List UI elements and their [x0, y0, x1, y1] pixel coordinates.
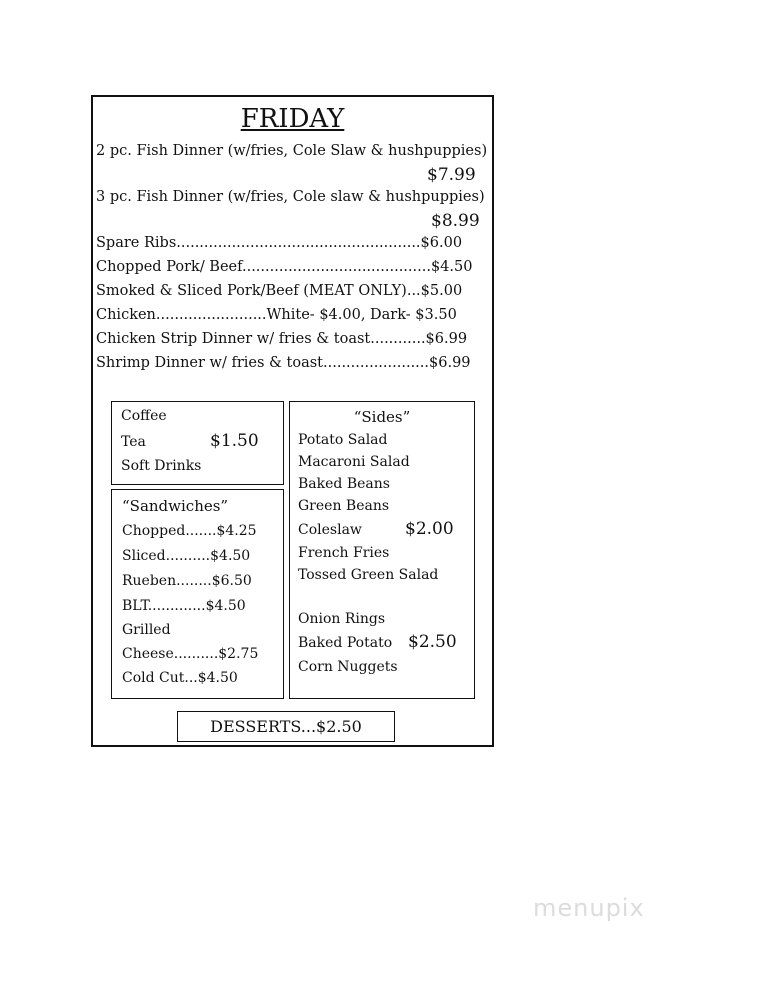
side-coleslaw: Coleslaw	[298, 522, 362, 538]
drink-tea: Tea	[121, 434, 146, 450]
side-macaroni-salad: Macaroni Salad	[298, 454, 410, 470]
menu-item-2pc-fish: 2 pc. Fish Dinner (w/fries, Cole Slaw & hushpuppies)	[96, 143, 488, 159]
side-baked-beans: Baked Beans	[298, 476, 390, 492]
side-onion-rings: Onion Rings	[298, 611, 386, 627]
sides-heading: “Sides”	[353, 408, 411, 426]
desserts-box: DESSERTS...$2.50	[177, 711, 395, 742]
side-tossed-green-salad: Tossed Green Salad	[298, 567, 439, 583]
drink-soft-drinks: Soft Drinks	[121, 458, 202, 474]
menu-item-chopped-pork: Chopped Pork/ Beef.........................................$4.50	[96, 259, 473, 275]
menu-item-2pc-fish-price: $7.99	[427, 165, 476, 185]
side-french-fries: French Fries	[298, 545, 390, 561]
sandwiches-heading: “Sandwiches”	[122, 497, 229, 515]
side-corn-nuggets: Corn Nuggets	[298, 659, 398, 675]
menu-item-smoked-pork: Smoked & Sliced Pork/Beef (MEAT ONLY)...$5.00	[96, 283, 463, 299]
menu-item-3pc-fish-price: $8.99	[431, 211, 480, 231]
menu-item-chicken-strip: Chicken Strip Dinner w/ fries & toast............$6.99	[96, 331, 468, 347]
drink-coffee: Coffee	[121, 408, 167, 424]
drinks-price: $1.50	[210, 431, 259, 451]
menu-item-chicken: Chicken........................White- $4.00, Dark- $3.50	[96, 307, 457, 323]
side-potato-salad: Potato Salad	[298, 432, 388, 448]
sandwich-cold-cut: Cold Cut...$4.50	[122, 670, 238, 686]
menu-item-shrimp: Shrimp Dinner w/ fries & toast.......................$6.99	[96, 355, 471, 371]
sandwich-chopped: Chopped.......$4.25	[122, 523, 257, 539]
sandwich-grilled: Grilled	[122, 622, 171, 638]
sides-price-2: $2.50	[408, 632, 457, 652]
sandwich-cheese: Cheese..........$2.75	[122, 646, 259, 662]
watermark-logo: menupix	[533, 894, 645, 922]
sandwich-rueben: Rueben........$6.50	[122, 573, 252, 589]
sandwich-sliced: Sliced..........$4.50	[122, 548, 251, 564]
sandwich-blt: BLT.............$4.50	[122, 598, 246, 614]
menu-item-3pc-fish: 3 pc. Fish Dinner (w/fries, Cole slaw & hushpuppies)	[96, 189, 485, 205]
side-baked-potato: Baked Potato	[298, 635, 393, 651]
sides-price-1: $2.00	[405, 519, 454, 539]
menu-item-spare-ribs: Spare Ribs.....................................................$6.00	[96, 235, 463, 251]
menu-title: FRIDAY	[240, 104, 345, 134]
sandwiches-box	[111, 489, 284, 699]
side-green-beans: Green Beans	[298, 498, 390, 514]
